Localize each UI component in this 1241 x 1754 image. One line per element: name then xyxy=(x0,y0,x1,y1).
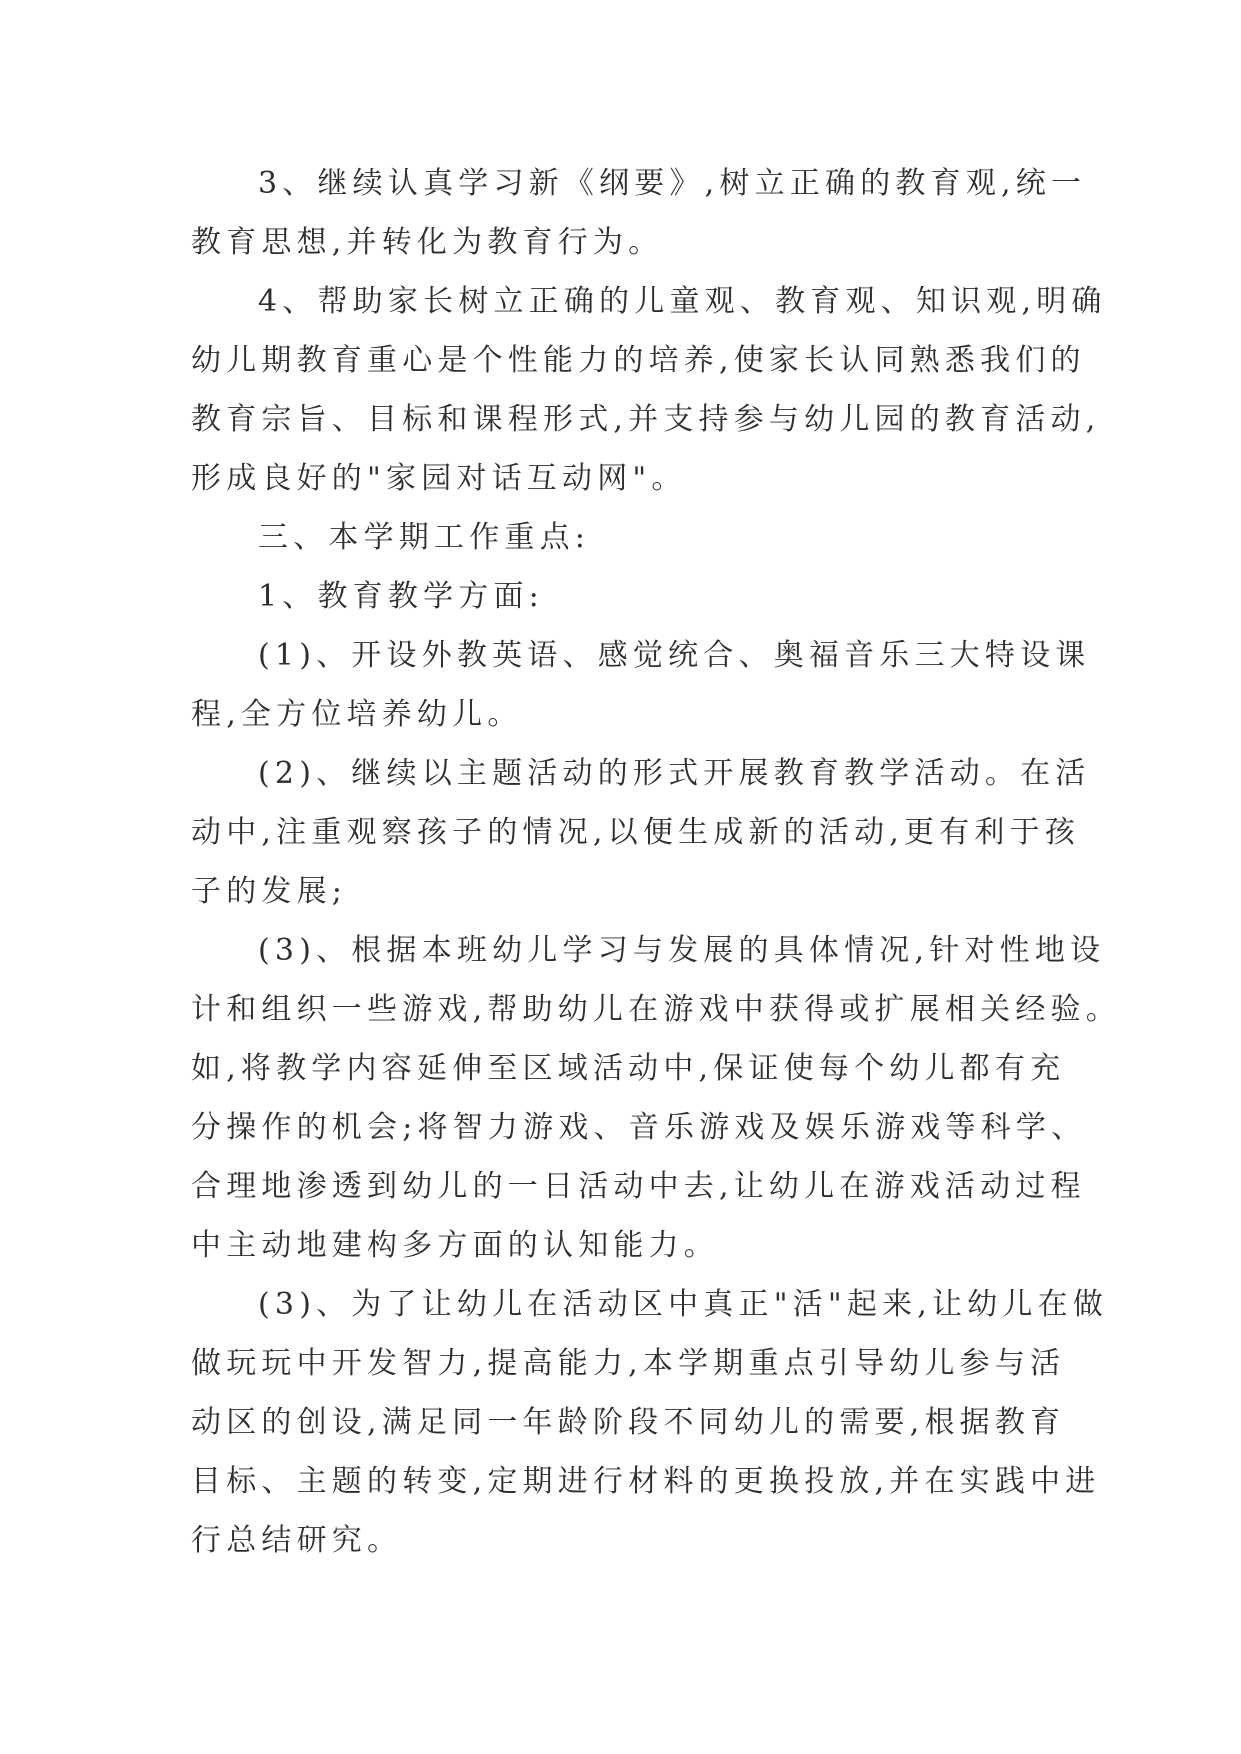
document-line: 教育思想,并转化为教育行为。 xyxy=(191,225,664,260)
document-line: 1、教育教学方面: xyxy=(258,579,544,614)
document-line: 程,全方位培养幼儿。 xyxy=(191,697,523,732)
document-line: 子的发展; xyxy=(191,874,348,909)
document-line: (3)、为了让幼儿在活动区中真正"活"起来,让幼儿在做 xyxy=(258,1287,1109,1322)
document-line: (1)、开设外教英语、感觉统合、奥福音乐三大特设课 xyxy=(258,638,1091,673)
document-line: 形成良好的"家园对话互动网"。 xyxy=(191,461,687,496)
document-body xyxy=(191,154,1121,1570)
document-line: 如,将教学内容延伸至区域活动中,保证使每个幼儿都有充 xyxy=(191,1051,1066,1086)
document-line: 中主动地建构多方面的认知能力。 xyxy=(191,1228,719,1263)
document-line: 动区的创设,满足同一年龄阶段不同幼儿的需要,根据教育 xyxy=(191,1405,1066,1440)
document-line: 行总结研究。 xyxy=(191,1523,403,1558)
document-line: 分操作的机会;将智力游戏、音乐游戏及娱乐游戏等科学、 xyxy=(191,1110,1087,1145)
document-line: 4、帮助家长树立正确的儿童观、教育观、知识观,明确 xyxy=(258,284,1107,319)
document-line: (3)、根据本班幼儿学习与发展的具体情况,针对性地设 xyxy=(258,933,1106,968)
document-line: 合理地渗透到幼儿的一日活动中去,让幼儿在游戏活动过程 xyxy=(191,1169,1086,1204)
document-line: 三、本学期工作重点: xyxy=(258,520,591,555)
document-line: 动中,注重观察孩子的情况,以便生成新的活动,更有利于孩 xyxy=(191,815,1081,850)
document-line: 教育宗旨、目标和课程形式,并支持参与幼儿园的教育活动, xyxy=(191,402,1101,437)
document-line: 计和组织一些游戏,帮助幼儿在游戏中获得或扩展相关经验。 xyxy=(191,992,1121,1027)
document-line: 3、继续认真学习新《纲要》,树立正确的教育观,统一 xyxy=(258,166,1087,201)
document-line: 幼儿期教育重心是个性能力的培养,使家长认同熟悉我们的 xyxy=(191,343,1086,378)
document-line: (2)、继续以主题活动的形式开展教育教学活动。在活 xyxy=(258,756,1091,791)
document-line: 做玩玩中开发智力,提高能力,本学期重点引导幼儿参与活 xyxy=(191,1346,1066,1381)
document-line: 目标、主题的转变,定期进行材料的更换投放,并在实践中进 xyxy=(191,1464,1101,1499)
